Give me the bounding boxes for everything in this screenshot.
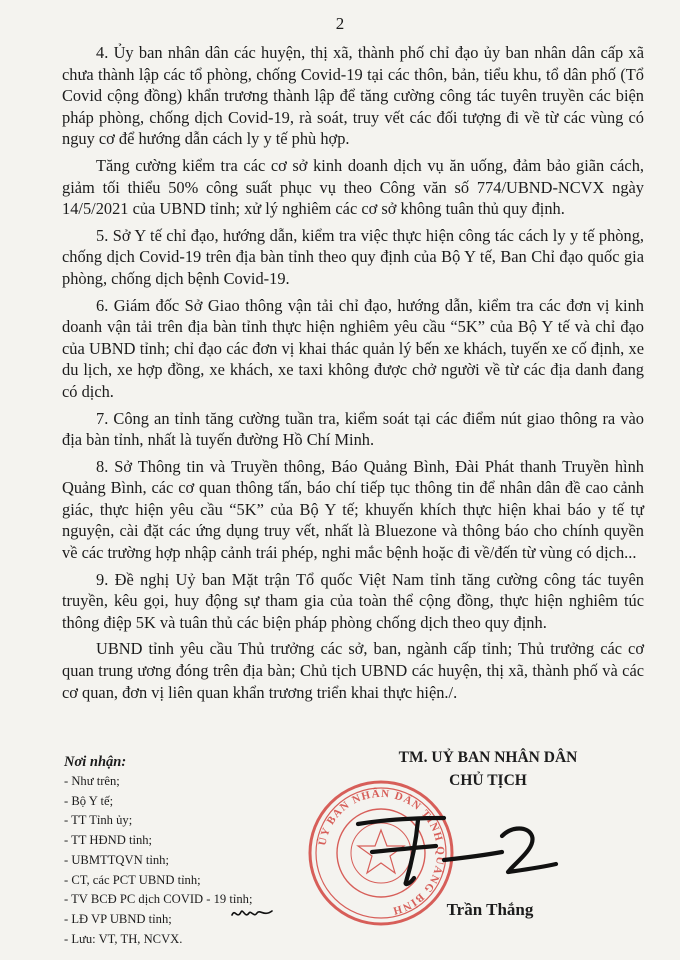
paragraph-closing: UBND tỉnh yêu cầu Thủ trưởng các sở, ban, ngành cấp tỉnh; Thủ trưởng các cơ quan trung ương đóng trên địa bàn; Chủ tịch UBND các huyện, thị xã, thành phố và các cơ quan, đơn vị liên quan khẩn trương triển khai thực hiện./. <box>62 639 644 702</box>
recipient-item: - Lưu: VT, TH, NCVX. <box>64 931 183 946</box>
signer-name: Trần Thắng <box>446 900 534 919</box>
recipients-title: Nơi nhận: <box>64 754 127 770</box>
recipient-item: - UBMTTQVN tỉnh; <box>64 852 169 867</box>
recipient-item: - TT Tỉnh ủy; <box>64 813 133 828</box>
signer-org-line: TM. UỶ BAN NHÂN DÂN <box>398 749 578 766</box>
paragraph-item-7: 7. Công an tỉnh tăng cường tuần tra, kiểm soát tại các điểm nút giao thông ra vào địa bàn tỉnh, nhất là tuyến đường Hồ Chí Minh. <box>62 408 644 450</box>
recipient-item: - Như trên; <box>64 774 120 788</box>
recipient-item: - TV BCĐ PC dịch COVID - 19 tỉnh; <box>64 892 253 907</box>
paragraph-item-6: 6. Giám đốc Sở Giao thông vận tải chỉ đạo, hướng dẫn, kiểm tra các đơn vị kinh doanh vận tải trên địa bàn tỉnh thực hiện nghiêm yêu cầu “5K” của Bộ Y tế và chỉ đạo của UBND tỉnh; chỉ đạo các đơn vị khai thác quản lý bến xe khách, tuyến xe cố định, xe du lịch, xe hợp đồng, xe khách, xe taxi không được chở người về từ các địa danh đang có dịch. <box>62 295 644 401</box>
recipient-item: - Bộ Y tế; <box>64 793 114 808</box>
paragraph-inspection: Tăng cường kiểm tra các cơ sở kinh doanh dịch vụ ăn uống, đảm bảo giãn cách, giảm tối thiểu 50% công suất phục vụ theo Công văn số 774/UBND-NCVX ngày 14/5/2021 của UBND tỉnh; xử lý nghiêm các cơ sở không tuân thủ quy định. <box>62 155 644 219</box>
handwritten-signature <box>352 812 562 890</box>
recipient-item: - LĐ VP UBND tỉnh; <box>64 911 172 926</box>
page-number: 2 <box>335 14 345 33</box>
paragraph-item-9: 9. Đề nghị Uỷ ban Mặt trận Tổ quốc Việt Nam tỉnh tăng cường công tác tuyên truyền, kêu gọi, huy động sự tham gia của toàn thể cộng đồng, thực hiện nghiêm túc thông điệp 5K và tuân thủ các biện pháp phòng chống dịch theo quy định. <box>62 569 644 632</box>
recipient-item: - CT, các PCT UBND tỉnh; <box>64 872 201 887</box>
paragraph-item-5: 5. Sở Y tế chỉ đạo, hướng dẫn, kiểm tra việc thực hiện công tác cách ly y tế phòng, chống dịch Covid-19 trên địa bàn tỉnh theo quy định của Bộ Y tế, Ban Chỉ đạo quốc gia phòng, chống dịch bệnh Covid-19. <box>62 225 644 288</box>
signer-position: CHỦ TỊCH <box>449 772 527 789</box>
paragraph-item-8: 8. Sở Thông tin và Truyền thông, Báo Quảng Bình, Đài Phát thanh Truyền hình Quảng Bình, các cơ quan thông tấn, báo chí tiếp tục thông tin để nhân dân đề cao cảnh giác, thực hiện yêu cầu “5K” của Bộ Y tế; khuyến khích thực hiện khai báo y tế tự nguyện, cài đặt các ứng dụng truy vết, nhất là Bluezone và thông báo cho chính quyền về các trường hợp nhập cảnh trái phép, nghi mắc bệnh hoặc đi về/đến từ vùng có dịch... <box>62 456 644 563</box>
recipients-block <box>64 752 344 949</box>
initials-mark <box>230 904 274 922</box>
recipient-item: - TT HĐND tỉnh; <box>64 833 153 848</box>
seal-text: ỦY BAN NHÂN DÂN TỈNH QUẢNG BÌNH <box>316 787 447 917</box>
document-body <box>62 42 644 708</box>
recipients-list <box>64 772 344 949</box>
paragraph-item-4: 4. Ủy ban nhân dân các huyện, thị xã, thành phố chỉ đạo ủy ban nhân dân cấp xã chưa thành lập các tổ phòng, chống Covid-19 tại các thôn, bản, tiểu khu, tổ dân phố (Tổ Covid cộng đồng) khẩn trương thành lập để tăng cường công tác tuyên truyền các biện pháp phòng, chống dịch Covid-19, rà soát, truy vết các đối tượng đi về từ các vùng có nguy cơ để hướng dẫn cách ly y tế phù hợp. <box>62 43 644 149</box>
